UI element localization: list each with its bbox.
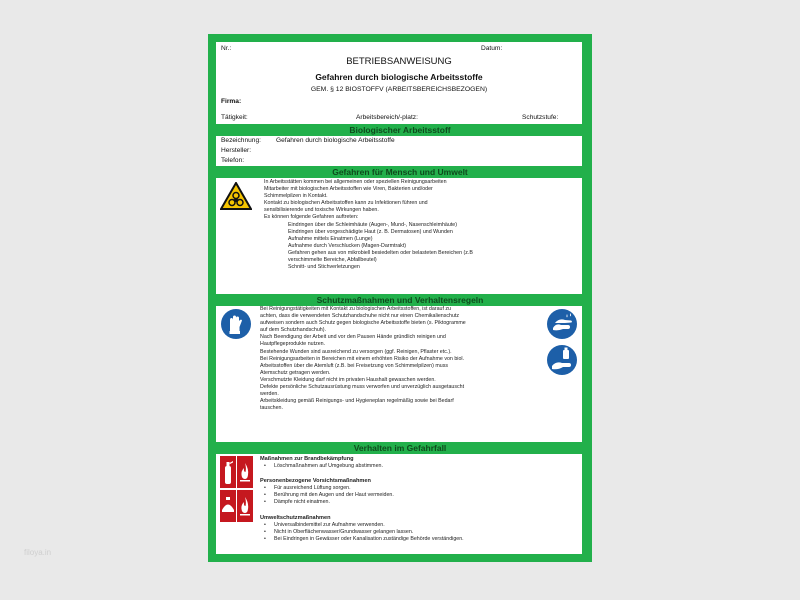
hersteller-label: Hersteller: [221, 147, 252, 154]
list-item: • Berührung mit den Augen und der Haut vermeiden. [260, 492, 464, 499]
arbeitsstoff-box [216, 136, 582, 166]
section-title-gefahren: Gefahren für Mensch und Umwelt [332, 167, 468, 177]
fire-extinguisher-icon [220, 456, 236, 488]
gloves-icon [220, 308, 252, 340]
text-line: tauschen. [260, 405, 283, 412]
section-title-gefahrfall: Verhalten im Gefahrfall [353, 443, 447, 453]
list-item: verschimmelte Bereiche, Abfallbeutel) [288, 257, 377, 264]
section-title-schutzmassnahmen: Schutzmaßnahmen und Verhaltensregeln [316, 295, 484, 305]
section-title-arbeitsstoff: Biologischer Arbeitsstoff [349, 125, 451, 135]
schutzmassnahmen-box [216, 306, 582, 442]
text-line: auf dem Schutzhandschuh). [260, 327, 326, 334]
bezeichnung-label: Bezeichnung: [221, 137, 261, 144]
nr-label: Nr.: [221, 45, 232, 52]
telefon-label: Telefon: [221, 157, 245, 164]
text-line: Defekte persönliche Schutzausrüstung muss verworfen und unverzüglich ausgetauscht [260, 384, 465, 391]
biohazard-icon [220, 182, 252, 210]
list-item: Eindringen über die Schleimhäute (Augen-, Mund-, Nasenschleimhäute) [288, 221, 458, 228]
text-line: Arbeitsstoffen über die Atemluft (z.B. bei Freisetzung von Schimmelpilzen) muss [260, 362, 449, 369]
text-line: sensibilisierende und toxische Wirkungen haben. [264, 207, 379, 214]
group-heading: Umweltschutzmaßnahmen [260, 514, 331, 521]
text-line: Bestehende Wunden sind ausreichend zu versorgen (ggf. Reinigen, Pflaster etc.). [260, 348, 452, 355]
text-line: Hautpflegeprodukte nutzen. [260, 341, 326, 348]
list-item: • Löschmaßnahmen auf Umgebung abstimmen. [260, 463, 464, 470]
text-line: Bei Reinigungsarbeiten in Bereichen mit einem erhöhten Risiko der Aufnahme von biol. [260, 355, 465, 362]
schutzmassnahmen-text [260, 306, 466, 412]
list-item: Eindringen über vorgeschädigte Haut (z. B. Dermatosen) und Wunden [288, 228, 453, 235]
list-item: Gefahren gehen aus von mikrobiell besiedelten oder belasteten Bereichen (z.B [288, 249, 473, 256]
text-line: achten, dass die verwendeten Schutzhandschuhe nicht nur einen Chemikalienschutz [260, 313, 460, 320]
list-item: • Universalbindemittel zur Aufnahme verwenden. [260, 522, 464, 529]
text-line: Kontakt zu biologischen Arbeitsstoffen kann zu Infektionen führen und [264, 200, 428, 207]
arbeitsbereich-label: Arbeitsbereich/-platz: [356, 114, 418, 121]
fire-icon [237, 456, 253, 488]
group-heading: Personenbezogene Vorsichtsmaßnahmen [260, 478, 371, 485]
hand-care-icon [546, 344, 578, 376]
text-line: Verschmutzte Kleidung darf nicht im privaten Haushalt gewaschen werden. [260, 376, 436, 383]
hand-wash-icon [546, 308, 578, 340]
schutzstufe-label: Schutzstufe: [522, 114, 559, 121]
list-item: • Für ausreichend Lüftung sorgen. [260, 485, 464, 492]
list-item: • Dämpfe nicht einatmen. [260, 499, 464, 506]
list-item: • Nicht in Oberflächenwasser/Grundwasser gelangen lassen. [260, 529, 464, 536]
list-item: Aufnahme durch Verschlucken (Magen-Darmtrakt) [288, 242, 407, 249]
firma-label: Firma: [221, 98, 242, 105]
datum-label: Datum: [481, 45, 503, 52]
list-item: Aufnahme mittels Einatmen (Lunge) [288, 235, 373, 242]
gefahrfall-box [216, 454, 582, 554]
text-line: Es können folgende Gefahren auftreten: [264, 214, 359, 221]
text-line: Mitarbeiter mit biologischen Arbeitsstoffen wie Viren, Bakterien und/oder [264, 186, 433, 193]
text-line: werden. [260, 391, 279, 398]
gefahren-box [216, 178, 582, 294]
taetigkeit-label: Tätigkeit: [221, 114, 248, 121]
gefahren-text [264, 179, 473, 271]
list-item: Schnitt- und Stichverletzungen [288, 264, 360, 271]
text-line: Bei Reinigungstätigkeiten mit Kontakt zu biologischen Arbeitsstoffen, ist darauf zu [260, 306, 451, 312]
bezeichnung-value: Gefahren durch biologische Arbeitsstoffe [276, 137, 395, 144]
watermark: filoya.in [24, 548, 52, 557]
text-line: Nach Beendigung der Arbeit und vor den Pausen Hände gründlich reinigen und [260, 334, 446, 341]
header-box [216, 42, 582, 124]
list-item: • Bei Eindringen in Gewässer oder Kanalisation zuständige Behörde verständigen. [260, 536, 464, 543]
group-heading: Maßnahmen zur Brandbekämpfung [260, 456, 354, 462]
text-line: Atemschutz getragen werden. [260, 369, 331, 376]
fire-icon [237, 490, 253, 522]
safety-instruction-sheet [208, 34, 592, 562]
gefahrfall-text [260, 456, 464, 543]
text-line: Arbeitskleidung gemäß Reinigungs- und Hygieneplan regelmäßig sowie bei Bedarf [260, 398, 454, 405]
page-subtitle: Gefahren durch biologische Arbeitsstoffe [315, 72, 483, 82]
text-line: In Arbeitsstätten kommen bei allgemeinen oder speziellen Reinigungsarbeiten [264, 179, 447, 185]
text-line: aufweisen sondern auch Schutz gegen biologische Arbeitsstoffe bieten (s. Piktogramme [260, 320, 466, 327]
page-title: BETRIEBSANWEISUNG [346, 56, 452, 67]
text-line: Schimmelpilzen in Kontakt. [264, 193, 328, 200]
regulation-text: GEM. § 12 BIOSTOFFV (ARBEITSBEREICHSBEZOGEN) [310, 86, 488, 93]
fire-blanket-icon [220, 490, 236, 522]
